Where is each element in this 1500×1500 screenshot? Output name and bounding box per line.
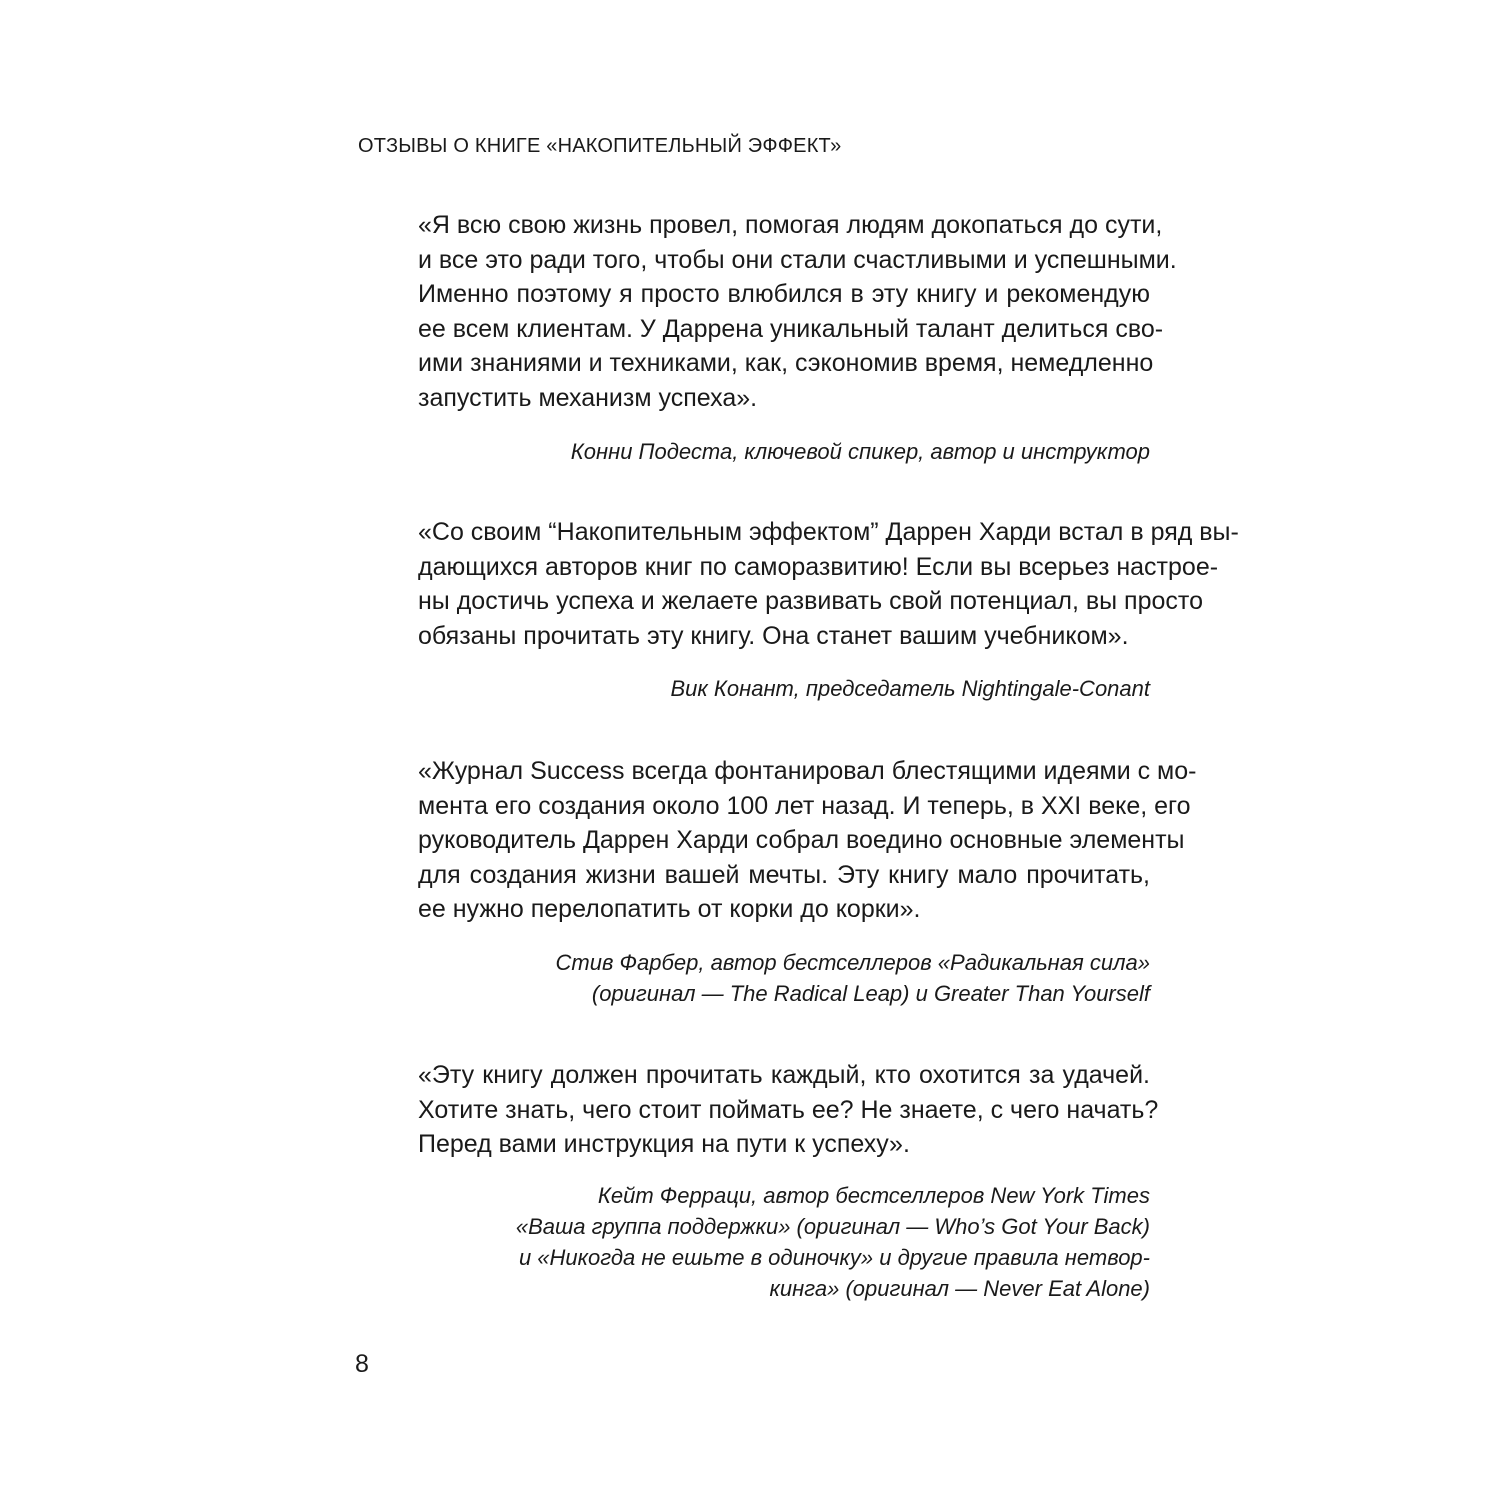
testimonial-4 [418, 1058, 1159, 1304]
attribution-line: Вик Конант, председатель Nightingale-Conant [670, 676, 1150, 702]
quote-line: и все это ради того, чтобы они стали счастливыми и успешными. [418, 245, 1177, 274]
page-number: 8 [355, 1350, 369, 1378]
attribution-line: «Ваша группа поддержки» (оригинал — Who’s Got Your Back) [515, 1213, 1150, 1239]
attribution-line: Стив Фарбер, автор бестселлеров «Радикальная сила» [555, 949, 1150, 975]
attribution-line: кинга» (оригинал — Never Eat Alone) [769, 1275, 1150, 1301]
quote-line: Перед вами инструкция на пути к успеху». [418, 1130, 910, 1159]
testimonial-quote [418, 754, 1197, 927]
running-head: ОТЗЫВЫ О КНИГЕ «НАКОПИТЕЛЬНЫЙ ЭФФЕКТ» [358, 135, 842, 157]
testimonial-attribution [418, 947, 1150, 1009]
quote-line: руководитель Даррен Харди собрал воедино основные элементы [418, 826, 1185, 855]
quote-line: Именно поэтому я просто влюбился в эту книгу и рекомендую [418, 280, 1150, 309]
attribution-line: и «Никогда не ешьте в одиночку» и другие правила нетвор- [518, 1244, 1150, 1270]
quote-line: для создания жизни вашей мечты. Эту книгу мало прочитать, [418, 860, 1150, 889]
quote-line: «Я всю свою жизнь провел, помогая людям докопаться до сути, [418, 211, 1163, 239]
testimonial-attribution [418, 673, 1150, 704]
testimonial-quote [418, 1058, 1159, 1162]
quote-line: обязаны прочитать эту книгу. Она станет вашим учебником». [418, 621, 1129, 650]
testimonial-quote [418, 515, 1239, 653]
attribution-line: Конни Подеста, ключевой спикер, автор и инструктор [570, 438, 1150, 464]
attribution-line: Кейт Ферраци, автор бестселлеров New York Times [597, 1182, 1150, 1208]
testimonial-attribution [418, 1180, 1150, 1304]
quote-line: «Эту книгу должен прочитать каждый, кто охотится за удачей. [418, 1061, 1150, 1089]
quote-line: ими знаниями и техниками, как, сэкономив время, немедленно [418, 349, 1154, 378]
testimonial-attribution [418, 436, 1150, 467]
quote-line: запустить механизм успеха». [418, 383, 758, 412]
quote-line: ее всем клиентам. У Даррена уникальный талант делиться сво- [418, 314, 1164, 343]
quote-line: ее нужно перелопатить от корки до корки». [418, 895, 921, 924]
quote-line: «Со своим “Накопительным эффектом” Даррен Харди встал в ряд вы- [418, 518, 1239, 546]
testimonial-quote [418, 208, 1177, 416]
attribution-line: (оригинал — The Radical Leap) и Greater Than Yourself [591, 980, 1150, 1006]
quote-line: Хотите знать, чего стоит поймать ее? Не знаете, с чего начать? [418, 1095, 1159, 1124]
quote-line: дающихся авторов книг по саморазвитию! Если вы всерьез настрое- [418, 552, 1219, 581]
quote-line: «Журнал Success всегда фонтанировал блестящими идеями с мо- [418, 757, 1197, 785]
quote-line: ны достичь успеха и желаете развивать свой потенциал, вы просто [418, 587, 1203, 616]
testimonial-2 [418, 515, 1239, 704]
testimonial-1 [418, 208, 1177, 467]
quote-line: мента его создания около 100 лет назад. И теперь, в XXI веке, его [418, 791, 1191, 820]
testimonial-3 [418, 754, 1197, 1009]
